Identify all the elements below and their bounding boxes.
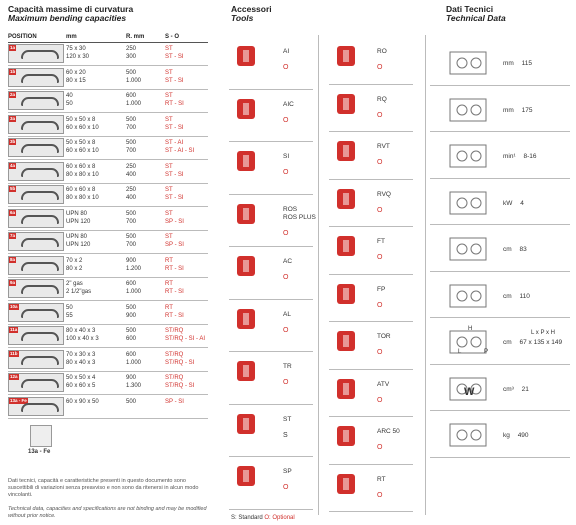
tech-value-row	[503, 200, 524, 207]
profile-image	[8, 138, 64, 157]
profile-extra-label: 13a - Fe	[28, 449, 51, 455]
profile-tools: ST SP - SI	[165, 234, 184, 248]
tool-status: O	[283, 169, 289, 176]
tool-st-icon	[231, 410, 261, 438]
diagram-h: H	[468, 326, 473, 332]
profile-radius: 500 1.000	[126, 69, 142, 84]
tool-divider	[229, 141, 313, 142]
tech-diagram-icon	[444, 277, 494, 315]
tool-status: O	[283, 64, 289, 71]
tech-title: Dati Tecnici	[446, 4, 494, 14]
tool-rt-icon	[331, 470, 361, 498]
tech-divider-line	[430, 178, 570, 179]
tech-unit: cm	[503, 292, 512, 300]
tech-divider-line	[430, 457, 570, 458]
tech-value: 21	[521, 385, 529, 393]
tool-status: S	[283, 431, 288, 439]
row-divider	[8, 277, 208, 278]
tool-status: O	[377, 111, 383, 119]
tech-unit: cm³	[503, 385, 514, 393]
profile-dimensions: 60 x 20 80 x 15	[66, 69, 86, 84]
tool-code: ARC 50	[377, 428, 400, 435]
tool-rvq-icon	[331, 185, 361, 213]
profile-tools: RT RT - SI	[165, 281, 184, 295]
profile-radius: 600 1.000	[126, 93, 142, 107]
tool-ac-icon	[231, 252, 261, 280]
profile-dimensions: 60 x 90 x 50	[66, 398, 99, 405]
profile-number: 7a	[10, 233, 16, 238]
tool-entry	[283, 258, 292, 282]
profile-radius: 500 700	[126, 234, 137, 248]
tool-divider	[329, 464, 413, 465]
profile-number: 10a	[10, 303, 18, 309]
tool-status: O	[283, 229, 289, 237]
tool-status: O	[377, 444, 383, 451]
profile-tools: ST/RQ ST/RQ - SI	[165, 351, 195, 366]
tool-aic-icon	[231, 95, 261, 123]
tool-code: ROS ROS PLUS	[283, 205, 316, 221]
footnote-italian: Dati tecnici, capacità e caratteristiche presenti in questo documento sono suscettibili di variazioni senza preavviso e non sono da ritenersi in alcun modo vincolanti.	[8, 478, 199, 498]
tech-value-row	[503, 153, 536, 160]
tech-value: 4	[520, 199, 524, 207]
profile-number: 5b	[10, 186, 16, 191]
diagram-l: L	[458, 349, 462, 355]
tool-fp-icon	[331, 280, 361, 308]
tech-value-row	[503, 386, 529, 393]
row-divider	[8, 159, 208, 160]
profile-image	[8, 232, 64, 251]
tools-subtitle: Tools	[231, 13, 254, 23]
tool-entry	[283, 363, 292, 387]
tool-divider	[329, 131, 413, 132]
profile-image	[8, 185, 64, 204]
tool-divider	[329, 84, 413, 85]
tool-code: FP	[377, 285, 386, 293]
tool-status: O	[377, 396, 383, 404]
profile-tools: ST/RQ ST/RQ - SI - AI	[165, 328, 206, 342]
tech-diagram-icon	[444, 230, 494, 268]
profile-shape	[21, 168, 59, 177]
row-divider	[8, 206, 208, 207]
col-position: POSITION	[8, 34, 37, 40]
profile-radius: 500 900	[126, 304, 137, 319]
profile-image	[8, 91, 64, 110]
tech-unit: kW	[503, 199, 513, 207]
profile-tools: RT RT - SI	[165, 257, 184, 272]
profile-shape	[21, 356, 59, 365]
tech-value: 110	[519, 292, 530, 300]
profile-dimensions: UPN 80 UPN 120	[66, 210, 91, 225]
tool-code: FT	[377, 238, 385, 245]
profile-tools: ST ST - SI	[165, 163, 184, 178]
tool-code: RVT	[377, 143, 390, 150]
tool-code: RT	[377, 475, 386, 483]
profile-image	[8, 115, 64, 134]
tool-divider	[229, 456, 313, 457]
profile-dimensions: 50 x 50 x 8 60 x 60 x 10	[66, 116, 99, 131]
profile-dimensions: 50 x 50 x 4 60 x 60 x 5	[66, 375, 96, 389]
tool-entry	[283, 311, 291, 335]
tool-code: RVQ	[377, 190, 391, 198]
tool-entry	[377, 381, 389, 405]
profile-shape	[21, 379, 59, 388]
tool-ros-icon	[231, 200, 261, 228]
tech-value: 175	[521, 106, 533, 114]
tool-code: TR	[283, 363, 292, 370]
tool-entry	[283, 153, 289, 177]
profile-dimensions: 50 55	[66, 304, 73, 319]
row-divider	[8, 136, 208, 137]
tech-divider-line	[430, 271, 570, 272]
profile-shape	[21, 309, 59, 318]
profile-shape	[21, 121, 59, 130]
profile-shape	[21, 74, 59, 83]
profile-shape	[21, 332, 59, 341]
profile-shape	[21, 285, 59, 294]
tech-unit: mm	[503, 106, 514, 114]
tool-divider	[229, 404, 313, 405]
tool-entry	[377, 238, 385, 262]
tool-divider	[229, 246, 313, 247]
tool-code: SP	[283, 468, 292, 475]
tech-value: 67 x 135 x 149	[519, 339, 563, 346]
tech-divider-line	[430, 317, 570, 318]
tools-title: Accessori	[231, 4, 272, 14]
tech-value-row	[503, 107, 533, 114]
profile-shape	[21, 191, 59, 200]
profile-shape	[21, 262, 59, 271]
profile-radius: 600 1.000	[126, 281, 142, 295]
tool-divider	[229, 299, 313, 300]
tech-diagram-icon	[444, 416, 494, 454]
tech-value-row	[503, 246, 527, 253]
row-divider	[8, 253, 208, 254]
tool-entry	[377, 143, 390, 167]
row-divider	[8, 183, 208, 184]
tech-divider-line	[430, 364, 570, 365]
row-divider	[8, 230, 208, 231]
tool-status: O	[283, 484, 289, 491]
footnote-english: Technical data, capacities and specifications are not binding and may be modified without prior notice.	[8, 506, 207, 519]
tool-divider	[229, 194, 313, 195]
tool-status: O	[377, 491, 383, 499]
tech-value: 115	[521, 60, 533, 67]
tech-value: 83	[519, 246, 527, 253]
tool-code: SI	[283, 153, 290, 160]
profile-shape	[21, 403, 59, 412]
tool-status: O	[377, 206, 383, 214]
tech-divider	[425, 35, 426, 515]
profile-tools: ST RT - SI	[165, 93, 184, 107]
tech-value-row	[503, 60, 532, 67]
tool-status: O	[283, 116, 289, 124]
profile-tools: RT RT - SI	[165, 304, 184, 319]
tool-divider	[329, 226, 413, 227]
tech-value: 8-16	[523, 153, 537, 160]
tool-code: AIC	[283, 100, 294, 108]
tool-divider	[329, 321, 413, 322]
profile-number: 1b	[10, 68, 16, 74]
legend-standard: S: Standard	[231, 515, 263, 521]
col-rmm: R. mm	[126, 34, 145, 40]
tech-divider-line	[430, 224, 570, 225]
profile-image	[8, 397, 64, 416]
profile-image	[8, 279, 64, 298]
tool-si-icon	[231, 147, 261, 175]
row-divider	[8, 65, 208, 66]
profile-radius: 900 1.300	[126, 375, 142, 389]
legend-optional: O: Optional	[264, 515, 295, 521]
tool-status: O	[377, 349, 383, 356]
tool-status: O	[283, 274, 289, 281]
tool-sp-icon	[231, 462, 261, 490]
profile-number: 4a	[10, 162, 16, 168]
tool-ft-icon	[331, 232, 361, 260]
tool-code: ATV	[377, 380, 390, 388]
profile-dimensions: UPN 80 UPN 120	[66, 234, 91, 248]
tech-diagram-icon	[444, 44, 494, 82]
col-mm: mm	[66, 34, 77, 40]
tool-entry	[377, 286, 385, 310]
capacity-subtitle: Maximum bending capacities	[8, 13, 127, 23]
tool-divider	[229, 351, 313, 352]
tool-entry	[377, 191, 391, 215]
profile-tools: ST/RQ ST/RQ - SI	[165, 375, 195, 389]
profile-number: 11a	[10, 327, 18, 332]
row-divider	[8, 347, 208, 348]
tool-divider	[329, 274, 413, 275]
tool-divider	[329, 179, 413, 180]
tech-unit: cm	[503, 339, 512, 346]
tool-divider	[229, 509, 313, 510]
profile-dimensions: 60 x 60 x 8 80 x 80 x 10	[66, 163, 99, 178]
tools-legend	[231, 515, 295, 521]
profile-number: 1a	[10, 45, 16, 50]
profile-dimensions: 50 x 50 x 8 60 x 60 x 10	[66, 140, 99, 154]
profile-shape	[21, 215, 59, 224]
profile-radius: 500 700	[126, 140, 137, 154]
tech-unit: kg	[503, 432, 510, 439]
tech-unit: cm	[503, 246, 512, 253]
profile-image	[8, 303, 64, 322]
tool-code: RO	[377, 48, 387, 55]
tool-status: O	[283, 326, 289, 334]
profile-image	[8, 373, 64, 392]
tech-diagram-icon	[444, 91, 494, 129]
tool-entry	[377, 96, 387, 120]
tech-value: 490	[517, 432, 529, 439]
row-divider	[8, 89, 208, 90]
tool-status: O	[377, 159, 383, 166]
profile-image	[8, 68, 64, 87]
profile-tools: ST ST - SI	[165, 69, 184, 84]
tool-ro-icon	[331, 42, 361, 70]
tech-unit: min¹	[503, 153, 516, 160]
tools-divider	[318, 35, 319, 515]
tech-unit: mm	[503, 60, 514, 67]
tech-value-row	[503, 339, 562, 346]
tool-status: O	[377, 301, 383, 309]
tool-entry	[283, 206, 316, 238]
profile-dimensions: 60 x 60 x 8 80 x 80 x 10	[66, 187, 99, 201]
profile-number: 9a	[10, 280, 16, 285]
row-divider	[8, 300, 208, 301]
profile-dimensions: 70 x 2 80 x 2	[66, 257, 83, 272]
capacity-title: Capacità massime di curvatura	[8, 4, 134, 14]
header-divider	[8, 42, 208, 43]
tool-tr-icon	[231, 357, 261, 385]
profile-dimensions: 70 x 30 x 3 80 x 40 x 3	[66, 351, 96, 366]
row-divider	[8, 394, 208, 395]
diagram-p: P	[484, 349, 489, 355]
profile-dimensions: 75 x 30 120 x 30	[66, 46, 90, 60]
tech-subtitle: Technical Data	[446, 13, 506, 23]
profile-image	[8, 326, 64, 345]
profile-number: 11b	[10, 350, 18, 356]
profile-dimensions: 2" gas 2 1/2"gas	[66, 281, 92, 295]
profile-number: 13a - Fe	[10, 397, 27, 403]
tool-ai-icon	[231, 42, 261, 70]
tool-status: O	[377, 254, 383, 261]
row-divider	[8, 324, 208, 325]
profile-radius: 250 400	[126, 187, 137, 201]
tool-code: AL	[283, 310, 291, 318]
profile-radius: 500	[126, 398, 137, 405]
profile-shape	[21, 97, 59, 106]
tool-al-icon	[231, 305, 261, 333]
tool-atv-icon	[331, 375, 361, 403]
tool-status: O	[377, 64, 383, 71]
tool-entry	[283, 468, 292, 492]
profile-number: 3b	[10, 139, 16, 144]
tool-status: O	[283, 379, 289, 386]
profile-radius: 250 400	[126, 163, 137, 178]
profile-radius: 250 300	[126, 46, 137, 60]
tech-diagram-icon	[444, 184, 494, 222]
tool-code: ST	[283, 415, 292, 423]
col-so: S - O	[165, 34, 180, 40]
tech-divider-line	[430, 131, 570, 132]
dims-label: L x P x H	[531, 330, 556, 336]
profile-number: 12a	[10, 374, 18, 379]
profile-dimensions: 40 50	[66, 93, 73, 107]
tech-value-row	[503, 432, 529, 439]
profile-dimensions: 80 x 40 x 3 100 x 40 x 3	[66, 328, 99, 342]
weight-symbol: W	[464, 386, 475, 398]
tool-arc-50-icon	[331, 422, 361, 450]
profile-radius: 500 600	[126, 328, 137, 342]
tech-diagram-icon	[444, 137, 494, 175]
profile-number: 6a	[10, 209, 16, 215]
profile-radius: 600 1.000	[126, 351, 142, 366]
tool-entry	[283, 101, 294, 125]
profile-shape	[21, 238, 59, 247]
tool-divider	[329, 416, 413, 417]
profile-radius: 500 700	[126, 116, 137, 131]
profile-shape	[21, 144, 59, 153]
tool-code: TOR	[377, 333, 391, 340]
profile-image	[8, 256, 64, 275]
profile-13a-fe-image	[30, 425, 52, 447]
profile-tools: ST ST - SI	[165, 187, 184, 201]
profile-tools: ST SP - SI	[165, 210, 184, 225]
profile-image	[8, 350, 64, 369]
profile-image	[8, 44, 64, 63]
tool-code: AI	[283, 48, 290, 55]
profile-number: 8a	[10, 256, 16, 262]
tool-divider	[229, 89, 313, 90]
profile-shape	[21, 50, 59, 59]
tool-entry	[377, 476, 386, 500]
tool-divider	[329, 369, 413, 370]
profile-number: 3a	[10, 115, 16, 121]
tool-code: RQ	[377, 95, 387, 103]
profile-image	[8, 162, 64, 181]
tool-entry	[283, 48, 289, 72]
tool-code: AC	[283, 258, 293, 265]
tool-rq-icon	[331, 90, 361, 118]
tool-divider	[329, 511, 413, 512]
profile-image	[8, 209, 64, 228]
tool-entry	[283, 416, 291, 440]
tech-value-row	[503, 293, 530, 300]
tool-entry	[377, 48, 387, 72]
tech-divider-line	[430, 410, 570, 411]
row-divider	[8, 112, 208, 113]
tool-rvt-icon	[331, 137, 361, 165]
profile-tools: SP - SI	[165, 398, 184, 405]
profile-tools: ST ST - SI	[165, 46, 184, 60]
profile-radius: 500 700	[126, 210, 137, 225]
tool-entry	[377, 428, 400, 452]
profile-tools: ST - AI ST - AI - SI	[165, 140, 195, 154]
tool-entry	[377, 333, 391, 357]
tool-tor-icon	[331, 327, 361, 355]
profile-radius: 900 1.200	[126, 257, 142, 272]
row-divider	[8, 418, 208, 419]
tech-divider-line	[430, 85, 570, 86]
profile-tools: ST ST - SI	[165, 116, 184, 131]
row-divider	[8, 371, 208, 372]
profile-number: 2a	[10, 92, 16, 97]
